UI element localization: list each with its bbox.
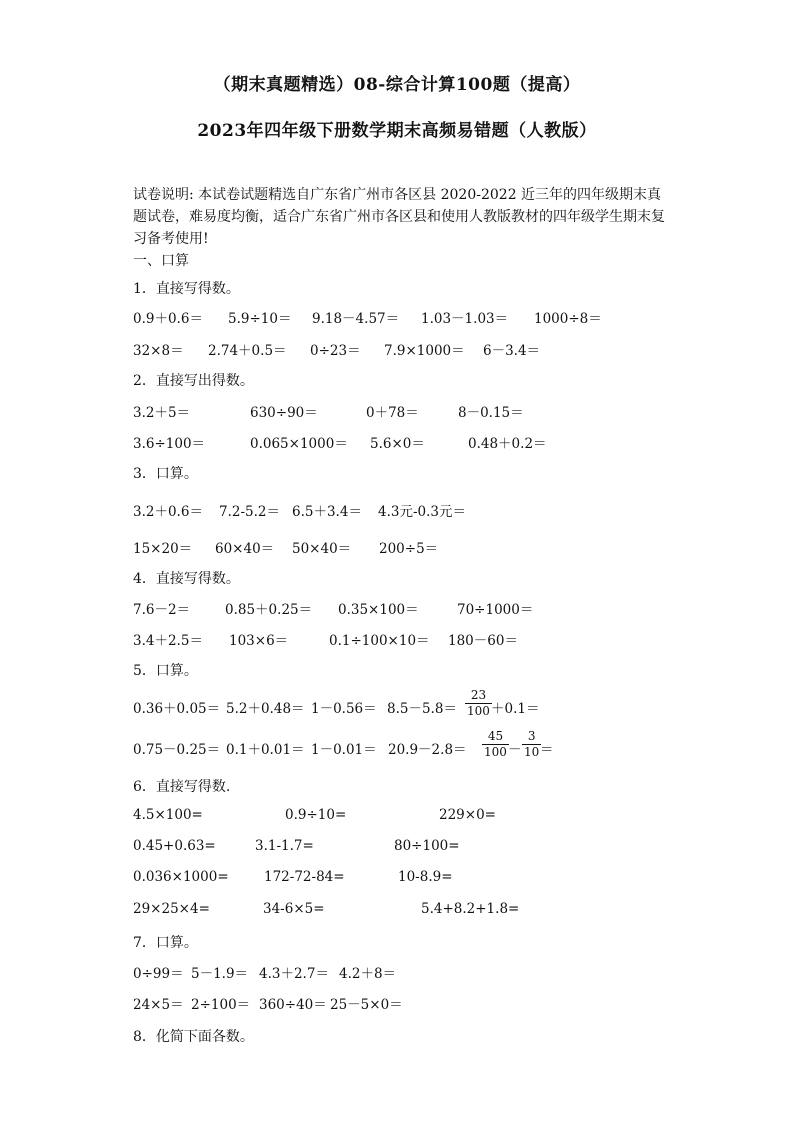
problem: 0.036×1000= <box>133 869 229 885</box>
problem: 229×0= <box>439 807 496 823</box>
problem: 0.75－0.25＝ <box>133 742 221 758</box>
question-6-heading: 6．直接写得数. <box>133 779 231 795</box>
problem: 0.1÷100×10＝ <box>329 633 430 649</box>
problem: 5－1.9＝ <box>191 966 249 982</box>
problem: 0÷99＝ <box>133 966 184 982</box>
fraction-numerator: 45 <box>487 729 504 743</box>
question-5-heading: 5．口算。 <box>133 663 198 679</box>
question-8-heading: 8．化简下面各数。 <box>133 1029 254 1045</box>
problem: 5.6×0＝ <box>370 436 425 452</box>
fraction-23-100 <box>465 688 492 719</box>
problem: 1000÷8＝ <box>534 311 602 327</box>
problem: 3.2＋5＝ <box>133 405 191 421</box>
fraction-45-100 <box>482 729 509 760</box>
problem: 0.9＋0.6＝ <box>133 311 203 327</box>
problem: 5.2＋0.48＝ <box>226 701 305 717</box>
problem: 2.74＋0.5＝ <box>208 343 287 359</box>
document-title: （期末真题精选）08-综合计算100题（提高） <box>213 75 581 95</box>
problem: 3.6÷100＝ <box>133 436 206 452</box>
problem: 0.35×100＝ <box>338 602 419 618</box>
problem-fraction-rest: ＋0.1＝ <box>491 701 540 717</box>
equals-sign: ＝ <box>540 742 554 758</box>
section-heading-oral-calc: 一、口算 <box>133 253 189 269</box>
problem: 50×40＝ <box>292 541 352 557</box>
problem: 10-8.9= <box>398 869 453 885</box>
fraction-denominator: 10 <box>524 745 540 759</box>
problem: 7.9×1000＝ <box>384 343 465 359</box>
problem: 180－60＝ <box>448 633 518 649</box>
problem: 0＋78＝ <box>366 405 419 421</box>
fraction-denominator: 100 <box>484 745 507 759</box>
problem: 5.9÷10＝ <box>228 311 292 327</box>
problem: 0.9÷10= <box>285 807 347 823</box>
problem: 80÷100= <box>394 838 460 854</box>
problem: 34-6×5= <box>263 901 325 917</box>
problem: 4.5×100= <box>133 807 203 823</box>
problem: 630÷90＝ <box>250 405 318 421</box>
problem: 1－0.01＝ <box>311 742 377 758</box>
question-3-heading: 3．口算。 <box>133 466 198 482</box>
problem: 103×6＝ <box>229 633 289 649</box>
problem: 15×20＝ <box>133 541 193 557</box>
problem: 0.85＋0.25＝ <box>225 602 313 618</box>
problem: 6.5＋3.4＝ <box>292 504 362 520</box>
question-1-heading: 1．直接写得数。 <box>133 281 240 297</box>
test-instructions: 试卷说明: 本试卷试题精选自广东省广州市各区县 2020-2022 近三年的四年级期末真题试卷，难易度均衡，适合广东省广州市各区县和使用人教版教材的四年级学生期末复习备考使用! <box>133 187 665 247</box>
question-4-heading: 4．直接写得数。 <box>133 571 240 587</box>
problem: 4.3元-0.3元＝ <box>378 504 467 520</box>
problem: 0.48＋0.2＝ <box>468 436 547 452</box>
problem: 7.2-5.2＝ <box>219 504 281 520</box>
problem: 0.1＋0.01＝ <box>226 742 305 758</box>
problem: 8－0.15＝ <box>458 405 524 421</box>
problem: 1－0.56＝ <box>311 701 377 717</box>
problem: 0÷23＝ <box>310 343 361 359</box>
problem: 0.065×1000＝ <box>250 436 348 452</box>
fraction-denominator: 100 <box>467 704 490 718</box>
problem: 24×5＝ <box>133 997 184 1013</box>
fraction-numerator: 3 <box>527 729 536 743</box>
minus-sign: － <box>508 742 522 758</box>
problem: 7.6－2＝ <box>133 602 191 618</box>
problem: 4.2＋8＝ <box>339 966 397 982</box>
problem: 25－5×0＝ <box>330 997 403 1013</box>
problem: 3.1-1.7= <box>255 838 314 854</box>
problem: 60×40＝ <box>215 541 275 557</box>
problem: 6－3.4＝ <box>483 343 541 359</box>
question-7-heading: 7．口算。 <box>133 935 198 951</box>
problem: 1.03－1.03＝ <box>421 311 509 327</box>
problem: 29×25×4= <box>133 901 210 917</box>
problem: 9.18－4.57＝ <box>312 311 400 327</box>
document-subtitle: 2023年四年级下册数学期末高频易错题（人教版） <box>197 121 597 141</box>
problem: 172-72-84= <box>264 869 345 885</box>
question-2-heading: 2．直接写出得数。 <box>133 373 254 389</box>
problem: 200÷5＝ <box>379 541 439 557</box>
problem: 4.3＋2.7＝ <box>259 966 329 982</box>
problem: 3.2＋0.6＝ <box>133 504 203 520</box>
problem: 32×8＝ <box>133 343 184 359</box>
problem: 360÷40＝ <box>259 997 327 1013</box>
problem: 2÷100＝ <box>191 997 251 1013</box>
problem: 0.36＋0.05＝ <box>133 701 221 717</box>
fraction-numerator: 23 <box>470 688 487 702</box>
problem: 70÷1000＝ <box>457 602 534 618</box>
problem: 5.4+8.2+1.8= <box>421 901 520 917</box>
problem: 20.9－2.8＝ <box>388 742 467 758</box>
fraction-3-10 <box>522 729 541 760</box>
problem: 8.5－5.8＝ <box>387 701 457 717</box>
problem: 3.4＋2.5＝ <box>133 633 203 649</box>
problem: 0.45+0.63= <box>133 838 216 854</box>
